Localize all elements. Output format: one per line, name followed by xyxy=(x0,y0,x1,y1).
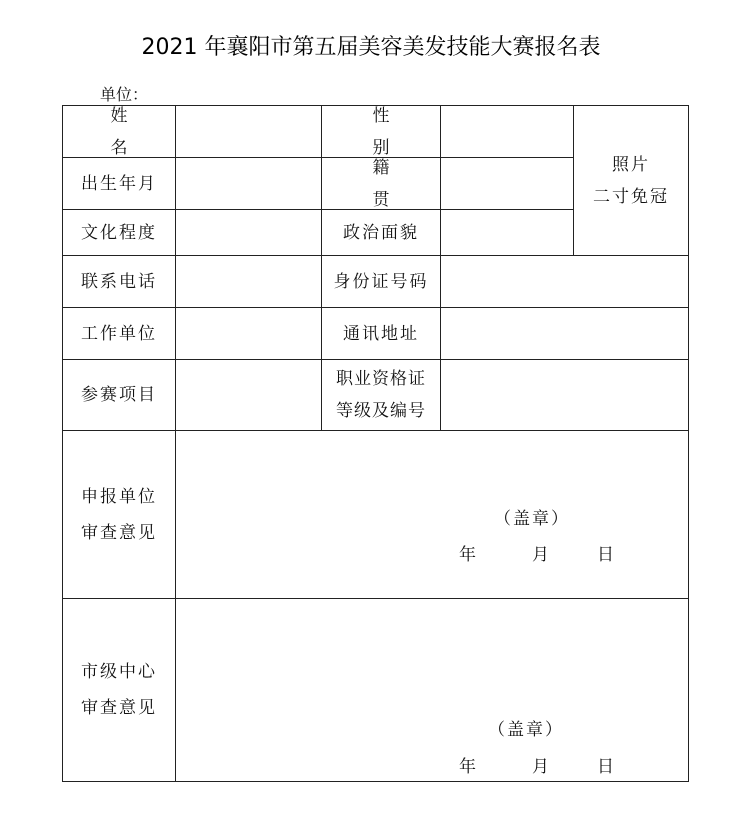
city-review-area[interactable] xyxy=(176,599,688,781)
label-cert-line2: 等级及编号 xyxy=(336,401,426,421)
applicant-review-area[interactable] xyxy=(176,431,688,599)
label-city-review-line2: 审查意见 xyxy=(81,698,157,718)
label-gender: 性 别 xyxy=(322,106,441,158)
applicant-date-month: 月 xyxy=(532,545,549,565)
value-name[interactable] xyxy=(176,106,322,158)
photo-box xyxy=(574,106,688,256)
photo-size-label: 二寸免冠 xyxy=(593,186,669,207)
city-seal-label: （盖章） xyxy=(488,720,564,740)
value-native[interactable] xyxy=(441,158,574,210)
applicant-seal-label: （盖章） xyxy=(494,509,570,529)
value-workplace[interactable] xyxy=(176,308,322,360)
label-applicant-review-line2: 审查意见 xyxy=(81,522,157,543)
label-political: 政治面貌 xyxy=(322,210,441,256)
label-name: 姓 名 xyxy=(63,106,176,158)
value-education[interactable] xyxy=(176,210,322,256)
applicant-date-year: 年 xyxy=(459,545,476,565)
label-address: 通讯地址 xyxy=(322,308,441,360)
value-phone[interactable] xyxy=(176,256,322,308)
value-id-number[interactable] xyxy=(441,256,688,308)
value-cert[interactable] xyxy=(441,360,688,431)
label-native: 籍 贯 xyxy=(322,158,441,210)
form-title: 2021 年襄阳市第五届美容美发技能大赛报名表 xyxy=(141,35,601,60)
photo-label: 照片 xyxy=(612,154,650,175)
applicant-date-day: 日 xyxy=(597,545,614,565)
label-birth: 出生年月 xyxy=(63,158,176,210)
label-applicant-review-line1: 申报单位 xyxy=(81,486,157,507)
city-date-day: 日 xyxy=(597,757,614,777)
value-birth[interactable] xyxy=(176,158,322,210)
value-event[interactable] xyxy=(176,360,322,431)
registration-form-table xyxy=(62,105,689,782)
label-cert xyxy=(322,360,441,431)
label-education: 文化程度 xyxy=(63,210,176,256)
label-cert-line1: 职业资格证 xyxy=(336,369,426,389)
unit-label: 单位： xyxy=(100,85,149,104)
city-date-line xyxy=(459,751,614,783)
value-gender[interactable] xyxy=(441,106,574,158)
value-address[interactable] xyxy=(441,308,688,360)
city-date-month: 月 xyxy=(532,757,549,777)
label-city-review xyxy=(63,599,176,781)
label-city-review-line1: 市级中心 xyxy=(81,662,157,682)
value-political[interactable] xyxy=(441,210,574,256)
label-event: 参赛项目 xyxy=(63,360,176,431)
label-applicant-review xyxy=(63,431,176,599)
city-date-year: 年 xyxy=(459,757,476,777)
label-workplace: 工作单位 xyxy=(63,308,176,360)
applicant-date-line xyxy=(459,539,614,571)
label-id-number: 身份证号码 xyxy=(322,256,441,308)
label-phone: 联系电话 xyxy=(63,256,176,308)
